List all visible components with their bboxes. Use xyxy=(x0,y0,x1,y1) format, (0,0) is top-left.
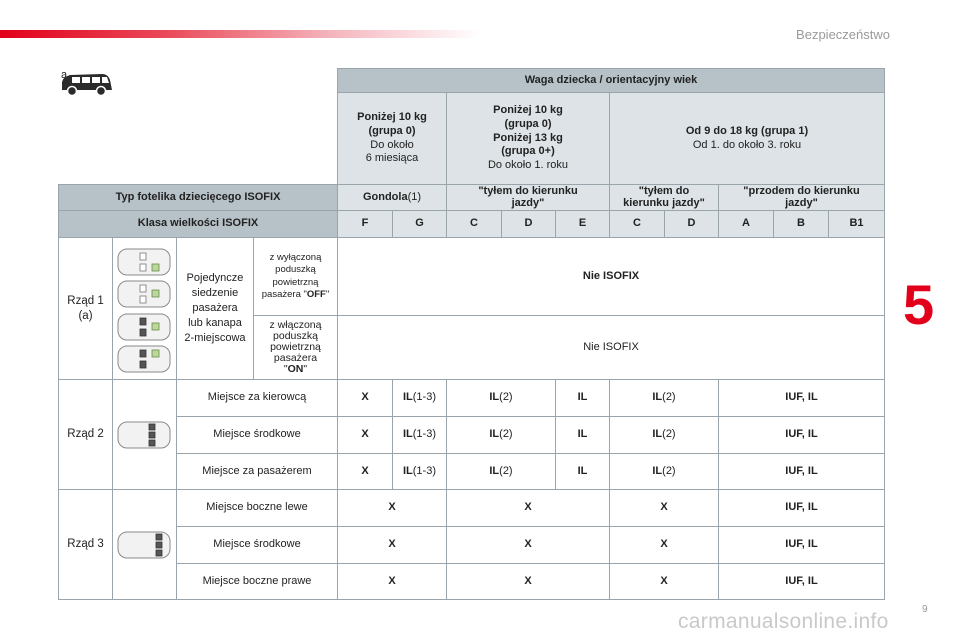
row2-cell: IUF, IL xyxy=(718,453,885,490)
class-g: G xyxy=(392,210,447,238)
row2-cell: X xyxy=(337,379,393,417)
row3-cell: X xyxy=(446,489,610,527)
airbag-off-state: OFF xyxy=(306,288,326,300)
airbag-on-quote: " xyxy=(303,363,308,376)
row2-cell: IL xyxy=(555,416,610,454)
cell-note: (2) xyxy=(499,428,513,441)
row3-cell: X xyxy=(446,526,610,564)
cell-value: IL xyxy=(402,464,413,477)
group0-bold: Poniżej 10 kg (grupa 0) xyxy=(357,111,427,137)
class-d-2: D xyxy=(664,210,719,238)
gondola-label: Gondola xyxy=(362,190,408,203)
row2-cell xyxy=(392,379,447,417)
row2-cell xyxy=(392,416,447,454)
type-rear-facing-1: "tyłem do kierunku jazdy" xyxy=(446,184,610,211)
class-d: D xyxy=(501,210,556,238)
car-top-view-icon xyxy=(116,344,172,374)
class-b1: B1 xyxy=(828,210,885,238)
row3-cell: X xyxy=(337,526,447,564)
page-number: 9 xyxy=(922,604,928,615)
cell-value: IL xyxy=(652,464,663,477)
class-a: A xyxy=(718,210,774,238)
type-rear-facing-2: "tyłem do kierunku jazdy" xyxy=(609,184,719,211)
airbag-on-text: z włączoną poduszką powietrzną pasażera " xyxy=(269,318,322,376)
airbag-off-text: z wyłączoną poduszką powietrzną pasażera " xyxy=(261,251,322,300)
row3-cell: X xyxy=(446,563,610,600)
cell-note: (2) xyxy=(499,391,513,404)
row2-cell: IL xyxy=(555,453,610,490)
row2-cell xyxy=(609,416,719,454)
car-top-view-icon xyxy=(116,247,172,277)
cell-value: IL xyxy=(402,391,413,404)
car-top-view-icon xyxy=(116,312,172,342)
type-gondola xyxy=(337,184,447,211)
row3-seat-name: Miejsce boczne prawe xyxy=(176,563,338,600)
cell-value: IL xyxy=(489,391,500,404)
class-f: F xyxy=(337,210,393,238)
row1-label: Rząd 1 (a) xyxy=(58,237,113,380)
group0plus-age: Do około 1. roku xyxy=(487,159,569,172)
row2-cell: IL xyxy=(555,379,610,417)
row2-seat-name: Miejsce za pasażerem xyxy=(176,453,338,490)
car-top-view-icon xyxy=(116,420,172,450)
row3-cell: X xyxy=(337,563,447,600)
row3-cell: X xyxy=(609,563,719,600)
cell-note: (2) xyxy=(662,391,676,404)
airbag-off-quote: " xyxy=(325,288,330,300)
airbag-off-label xyxy=(253,237,338,316)
cell-value: IL xyxy=(402,428,413,441)
watermark: carmanualsonline.info xyxy=(678,610,889,633)
cell-note: (2) xyxy=(499,464,513,477)
group1-header xyxy=(609,92,885,185)
class-e: E xyxy=(555,210,610,238)
group0-header xyxy=(337,92,447,185)
class-c: C xyxy=(446,210,502,238)
top-accent-bar xyxy=(0,30,480,38)
class-b: B xyxy=(773,210,829,238)
group0plus-bold: Poniżej 10 kg (grupa 0) Poniżej 13 kg (grupa 0+) xyxy=(493,104,563,158)
row3-cell: X xyxy=(609,489,719,527)
row2-label: Rząd 2 xyxy=(58,379,113,490)
row2-cell: X xyxy=(337,453,393,490)
cell-value: IL xyxy=(489,428,500,441)
section-title: Bezpieczeństwo xyxy=(796,27,890,42)
cell-value: IL xyxy=(489,464,500,477)
group0-age: Do około 6 miesiąca xyxy=(365,138,419,165)
vehicle-letter: a xyxy=(61,69,68,81)
row3-seat-name: Miejsce środkowe xyxy=(176,526,338,564)
class-c-2: C xyxy=(609,210,665,238)
row3-cell: X xyxy=(609,526,719,564)
row2-cell xyxy=(609,379,719,417)
row2-cell xyxy=(446,379,556,417)
car-top-view-icon xyxy=(116,530,172,560)
row3-cell: IUF, IL xyxy=(718,526,885,564)
row2-cell: X xyxy=(337,416,393,454)
cell-value: IL xyxy=(652,428,663,441)
group1-age: Od 1. do około 3. roku xyxy=(692,138,802,151)
car-top-view-icon xyxy=(116,279,172,309)
row2-cell xyxy=(446,453,556,490)
cell-note: (2) xyxy=(662,464,676,477)
row2-seat-name: Miejsce środkowe xyxy=(176,416,338,454)
isofix-type-label: Typ fotelika dziecięcego ISOFIX xyxy=(58,184,338,211)
row2-cell xyxy=(609,453,719,490)
group0plus-header xyxy=(446,92,610,185)
row3-cell: IUF, IL xyxy=(718,489,885,527)
row2-cell: IUF, IL xyxy=(718,416,885,454)
row2-cell xyxy=(446,416,556,454)
cell-value: IL xyxy=(652,391,663,404)
airbag-on-state: ON xyxy=(287,363,304,376)
row3-label: Rząd 3 xyxy=(58,489,113,600)
airbag-on-value: Nie ISOFIX xyxy=(337,315,885,380)
row3-cell: X xyxy=(337,489,447,527)
cell-note: (1-3) xyxy=(412,428,436,441)
cell-note: (1-3) xyxy=(412,391,436,404)
type-forward-facing: "przodem do kierunku jazdy" xyxy=(718,184,885,211)
chapter-number: 5 xyxy=(903,273,935,336)
weight-header: Waga dziecka / orientacyjny wiek xyxy=(337,68,885,93)
gondola-note: (1) xyxy=(407,190,422,203)
cell-note: (2) xyxy=(662,428,676,441)
cell-note: (1-3) xyxy=(412,464,436,477)
row2-seat-name: Miejsce za kierowcą xyxy=(176,379,338,417)
row1-seat-desc: Pojedyncze siedzenie pasażera lub kanapa 2-miejscowa xyxy=(176,237,254,380)
row2-cell xyxy=(392,453,447,490)
row2-cell: IUF, IL xyxy=(718,379,885,417)
airbag-on-label xyxy=(253,315,338,380)
row3-seat-name: Miejsce boczne lewe xyxy=(176,489,338,527)
row3-cell: IUF, IL xyxy=(718,563,885,600)
group1-bold: Od 9 do 18 kg (grupa 1) xyxy=(685,124,809,137)
airbag-off-value: Nie ISOFIX xyxy=(337,237,885,316)
isofix-class-label: Klasa wielkości ISOFIX xyxy=(58,210,338,238)
